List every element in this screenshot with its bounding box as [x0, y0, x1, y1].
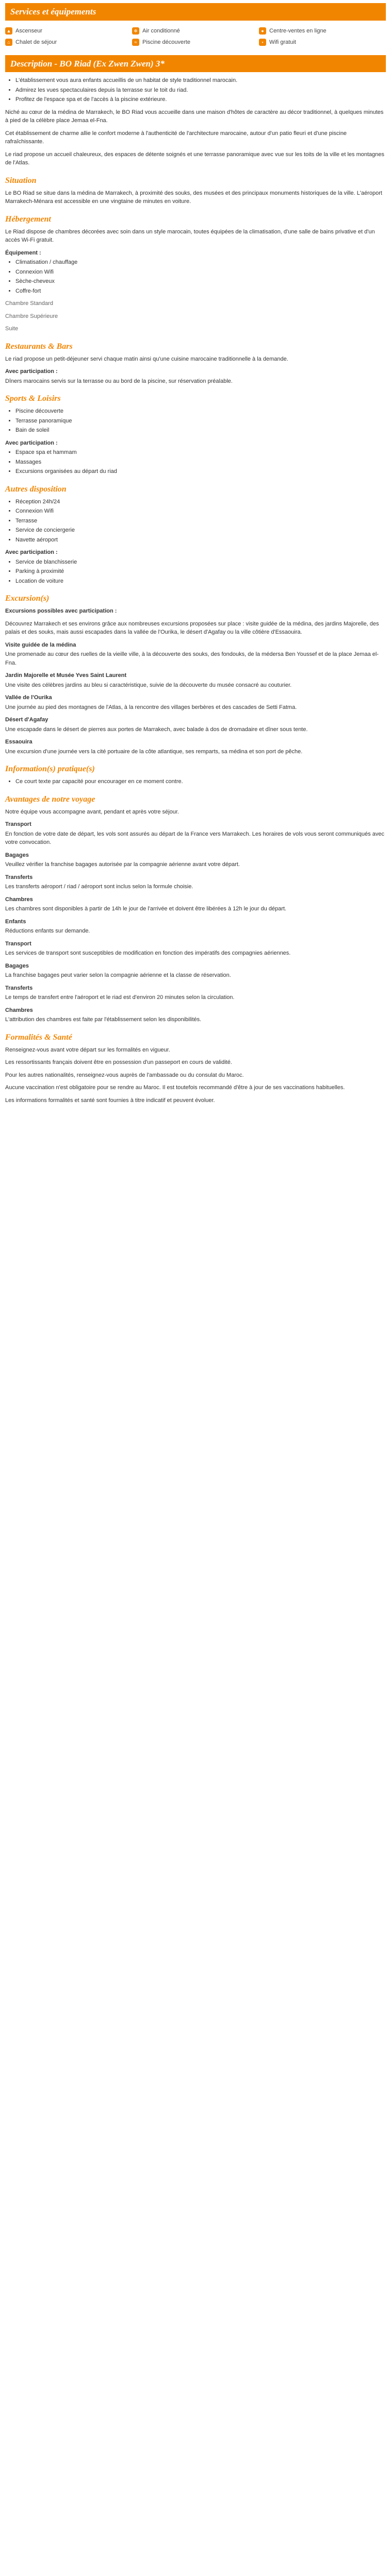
online-sales-icon: ● [259, 27, 266, 35]
room-type: Chambre Standard [5, 300, 53, 307]
infos-title: Information(s) pratique(s) [5, 765, 95, 773]
avantage-title: Bagages [5, 962, 29, 969]
elevator-icon: ▲ [5, 27, 12, 35]
service-item: ▲ Ascenseur [5, 27, 132, 36]
sports-list [5, 407, 386, 435]
list-item: • Ce court texte par capacité pour encourager en ce moment contre. [15, 777, 386, 786]
list-item: • Réception 24h/24 [15, 498, 386, 506]
description-paragraph: Le riad propose un accueil chaleureux, des espaces de détente soignés et une terrasse panoramique avec vue sur les toits de la ville et les montagnes de l'Atlas. [5, 151, 385, 166]
list-item: • Coffre-fort [15, 287, 386, 296]
description-title: Description - BO Riad (Ex Zwen Zwen) 3* [5, 55, 386, 73]
hebergement-title: Hébergement [5, 214, 51, 224]
list-item: • Terrasse panoramique [15, 417, 386, 426]
avantage-text: La franchise bagages peut varier selon la compagnie aérienne et la classe de réservation. [5, 972, 231, 978]
avantage-title: Transport [5, 821, 31, 827]
excursions-title: Excursion(s) [5, 594, 50, 603]
excursions-intro: Excursions possibles avec participation : [5, 608, 117, 614]
excursion-title: Désert d'Agafay [5, 717, 48, 723]
list-item: • Espace spa et hammam [15, 448, 386, 457]
services-title: Services et équipements [5, 3, 386, 21]
avantage-title: Enfants [5, 918, 26, 925]
avantage-text: Les transferts aéroport / riad / aéroport sont inclus selon la formule choisie. [5, 884, 193, 890]
avantages-title: Avantages de notre voyage [5, 794, 95, 804]
formalites-paragraph: Pour les autres nationalités, renseignez-vous auprès de l'ambassade ou du consulat du Maroc. [5, 1072, 244, 1078]
service-item: ≈ Piscine découverte [132, 38, 259, 47]
excursions-text: Découvrez Marrakech et ses environs grâce aux nombreuses excursions proposées sur place : visite guidée de la médina, des jardins Majorelle, des palais et des souks, mais aussi escapades dans la vallée de l'Ourika, le désert d'Agafay ou la ville côtière d'Essaouira. [5, 620, 379, 635]
excursion-text: Une escapade dans le désert de pierres aux portes de Marrakech, avec balade à dos de dromadaire et dîner sous tente. [5, 726, 308, 733]
excursion-title: Jardin Majorelle et Musée Yves Saint Laurent [5, 672, 127, 679]
list-item: • Location de voiture [15, 577, 386, 586]
avantage-title: Transferts [5, 985, 33, 991]
service-item: ❄ Air conditionné [132, 27, 259, 36]
service-item: ⋆ Wifi gratuit [259, 38, 386, 47]
hebergement-text: Le Riad dispose de chambres décorées avec soin dans un style marocain, toutes équipées de la climatisation, d'une salle de bains privative et d'un accès Wi-Fi gratuit. [5, 228, 375, 243]
list-item: • Bain de soleil [15, 426, 386, 435]
autres-list [5, 498, 386, 545]
list-item: • Parking à proximité [15, 567, 386, 576]
autres-sub-list [5, 558, 386, 586]
air-conditioning-icon: ❄ [132, 27, 139, 35]
formalites-title: Formalités & Santé [5, 1032, 72, 1042]
room-type: Suite [5, 326, 19, 332]
excursion-title: Vallée de l'Ourika [5, 694, 52, 701]
excursion-title: Visite guidée de la médina [5, 641, 76, 648]
restaurants-text: Le riad propose un petit-déjeuner servi chaque matin ainsi qu'une cuisine marocaine traditionnelle à la demande. [5, 355, 288, 362]
situation-title: Situation [5, 176, 37, 185]
description-intro-list [5, 76, 386, 104]
formalites-paragraph: Les informations formalités et santé sont fournies à titre indicatif et peuvent évoluer. [5, 1097, 215, 1104]
room-type: Chambre Supérieure [5, 313, 58, 319]
description-paragraph: Cet établissement de charme allie le confort moderne à l'authenticité de l'architecture marocaine, autour d'un patio fleuri et d'une piscine rafraîchissante. [5, 130, 347, 145]
sports-sub-label: Avec participation : [5, 439, 58, 446]
excursion-text: Une excursion d'une journée vers la cité portuaire de la côte atlantique, ses remparts, sa médina et son port de pêche. [5, 748, 303, 755]
avantage-text: Les services de transport sont susceptibles de modification en fonction des impératifs des compagnies aériennes. [5, 950, 291, 956]
autres-sub-label: Avec participation : [5, 549, 58, 555]
chalet-icon: ⌂ [5, 39, 12, 46]
list-item: • Massages [15, 458, 386, 467]
service-item: ● Centre-ventes en ligne [259, 27, 386, 36]
avantage-text: Réductions enfants sur demande. [5, 928, 90, 934]
list-item: • Service de blanchisserie [15, 558, 386, 567]
list-item: • Connexion Wifi [15, 507, 386, 516]
pool-icon: ≈ [132, 39, 139, 46]
excursion-text: Une promenade au cœur des ruelles de la vieille ville, à la découverte des souks, des fondouks, de la médersa Ben Youssef et de la place Jemaa el-Fna. [5, 651, 379, 666]
list-item: • L'établissement vous aura enfants accueillis de un habitat de style traditionnel marocain. [15, 76, 386, 85]
excursion-text: Une visite des célèbres jardins au bleu si caractéristique, suivie de la découverte du musée consacré au couturier. [5, 682, 292, 688]
list-item: • Terrasse [15, 517, 386, 526]
avantage-title: Chambres [5, 1007, 33, 1013]
avantage-title: Transport [5, 940, 31, 947]
list-item: • Profitez de l'espace spa et de l'accès à la piscine extérieure. [15, 95, 386, 104]
avantages-intro: Notre équipe vous accompagne avant, pendant et après votre séjour. [5, 808, 179, 815]
excursion-text: Une journée au pied des montagnes de l'Atlas, à la rencontre des villages berbères et des cascades de Setti Fatma. [5, 704, 297, 710]
equipement-list [5, 258, 386, 295]
avantage-text: Veuillez vérifier la franchise bagages autorisée par la compagnie aérienne avant votre départ. [5, 861, 240, 868]
restaurants-sub-label: Avec participation : [5, 368, 58, 375]
description-paragraph: Niché au cœur de la médina de Marrakech, le BO Riad vous accueille dans une maison d'hôtes de caractère au décor traditionnel, à quelques minutes à pied de la célèbre place Jemaa el-Fna. [5, 109, 384, 124]
equipement-title: Équipement : [5, 249, 41, 256]
list-item: • Admirez les vues spectaculaires depuis la terrasse sur le toit du riad. [15, 86, 386, 95]
avantage-text: Le temps de transfert entre l'aéroport et le riad est d'environ 20 minutes selon la circulation. [5, 994, 235, 1001]
formalites-paragraph: Les ressortissants français doivent être en possession d'un passeport en cours de validité. [5, 1059, 232, 1065]
avantage-title: Bagages [5, 852, 29, 858]
list-item: • Connexion Wifi [15, 268, 386, 277]
formalites-intro: Renseignez-vous avant votre départ sur les formalités en vigueur. [5, 1046, 170, 1053]
services-grid [5, 25, 386, 52]
formalites-paragraph: Aucune vaccination n'est obligatoire pour se rendre au Maroc. Il est toutefois recommandé d'être à jour de ses vaccinations habituelles. [5, 1084, 345, 1091]
wifi-icon: ⋆ [259, 39, 266, 46]
avantage-title: Chambres [5, 896, 33, 903]
excursion-title: Essaouira [5, 739, 32, 745]
sports-sub-list [5, 448, 386, 476]
list-item: • Excursions organisées au départ du riad [15, 467, 386, 476]
autres-title: Autres disposition [5, 484, 67, 494]
avantage-text: En fonction de votre date de départ, les vols sont assurés au départ de la France vers Marrakech. Les horaires de vols vous seront communiqués avec votre convocation. [5, 831, 384, 845]
list-item: • Navette aéroport [15, 536, 386, 545]
situation-text: Le BO Riad se situe dans la médina de Marrakech, à proximité des souks, des musées et des principaux monuments historiques de la ville. L'aéroport Marrakech-Ménara est accessible en une vingtaine de minutes en voiture. [5, 190, 382, 205]
service-item: ⌂ Chalet de séjour [5, 38, 132, 47]
restaurants-title: Restaurants & Bars [5, 342, 73, 351]
list-item: • Piscine découverte [15, 407, 386, 416]
page [0, 3, 391, 1105]
list-item: • Sèche-cheveux [15, 277, 386, 286]
avantage-text: L'attribution des chambres est faite par l'établissement selon les disponibilités. [5, 1016, 202, 1023]
sports-title: Sports & Loisirs [5, 394, 61, 403]
avantage-text: Les chambres sont disponibles à partir de 14h le jour de l'arrivée et doivent être libérées à 12h le jour du départ. [5, 906, 287, 912]
list-item: • Service de conciergerie [15, 526, 386, 535]
list-item: • Climatisation / chauffage [15, 258, 386, 267]
avantage-title: Transferts [5, 874, 33, 880]
infos-list [5, 777, 386, 786]
restaurants-sub-text: Dîners marocains servis sur la terrasse ou au bord de la piscine, sur réservation préalable. [5, 378, 233, 384]
